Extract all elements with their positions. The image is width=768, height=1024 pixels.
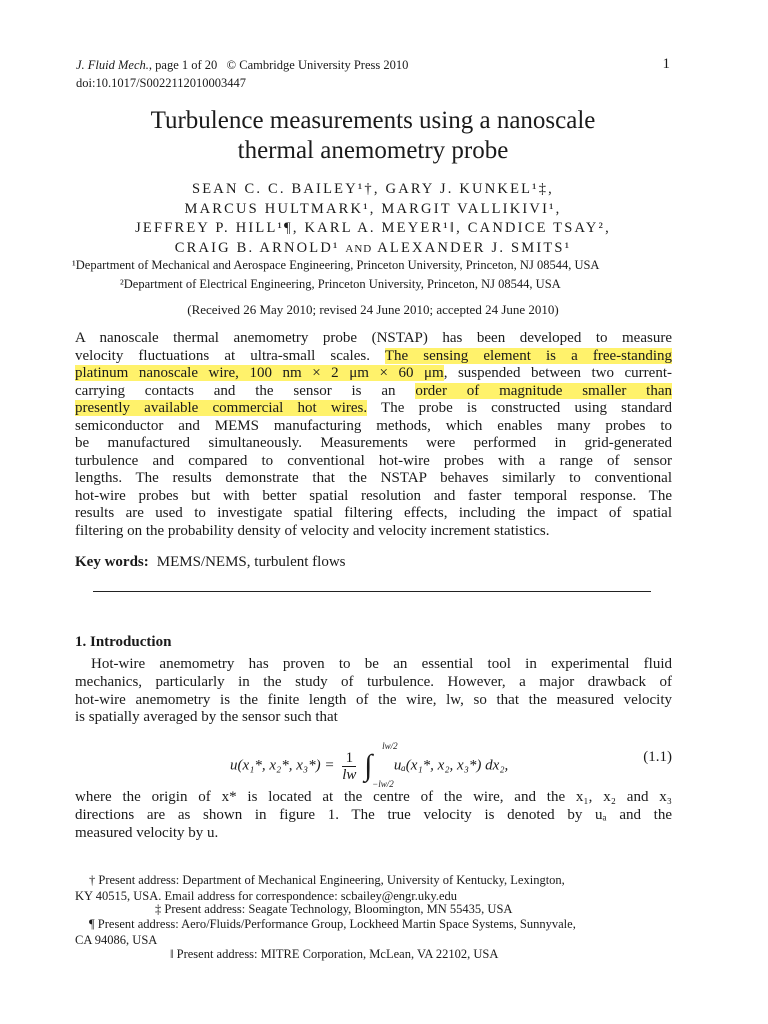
footnote-line: ¶ Present address: Aero/Fluids/Performance Group, Lockheed Martin Space Systems, Sunnyvale, (89, 917, 576, 931)
abstract-line (75, 383, 672, 401)
keywords-label: Key words: (75, 554, 149, 570)
footnote-line: KY 40515, USA. Email address for correspondence: scbailey@engr.uky.edu (75, 888, 458, 903)
author-list (60, 180, 686, 259)
paragraph-line: where the origin of x* is located at the centre of the wire, and the x₁, x₂ and x₃ (75, 789, 672, 805)
paragraph-line: directions are as shown in figure 1. The true velocity is denoted by uₐ and the (75, 806, 672, 823)
journal-name: J. Fluid Mech. (76, 58, 149, 72)
highlighted-text: platinum nanoscale wire, 100 nm × 2 μm × 60 μm (75, 365, 444, 381)
keywords (75, 554, 346, 571)
author-line: JEFFREY P. HILL¹¶, KARL A. MEYER¹‖, CANDICE TSAY², (135, 220, 611, 236)
journal-header (76, 56, 408, 92)
abstract-text: carrying contacts and the sensor is an (75, 382, 396, 399)
section-divider (93, 591, 651, 592)
footnote-line: † Present address: Department of Mechanical Engineering, University of Kentucky, Lexington, (89, 873, 565, 887)
abstract (75, 330, 672, 540)
equation-integrand: uₐ(x₁*, x₂, x₃*) dx₂, (393, 757, 509, 774)
paragraph-line: mechanics, particularly in the study of turbulence. However, a major drawback of (75, 673, 672, 690)
abstract-text: , suspended between two current- (443, 365, 672, 381)
abstract-line: semiconductor and MEMS manufacturing methods, which enables many probes to (75, 417, 672, 434)
affiliation-2: ²Department of Electrical Engineering, Princeton University, Princeton, NJ 08544, USA (120, 277, 561, 291)
footnote-3 (75, 917, 672, 948)
abstract-line (75, 400, 672, 418)
equation-1-1 (230, 735, 672, 789)
title-line: Turbulence measurements using a nanoscale (150, 107, 596, 134)
author-line: MARCUS HULTMARK¹, MARGIT VALLIKIVI¹, (184, 200, 562, 217)
intro-paragraph-2 (75, 789, 672, 842)
equation-fraction (342, 750, 356, 783)
integral-sign: ∫ lw/2 −lw/2 (364, 741, 398, 789)
page-number: 1 (662, 56, 670, 72)
received-dates: (Received 26 May 2010; revised 24 June 2010; accepted 24 June 2010) (187, 302, 559, 317)
doi: doi:10.1017/S0022112010003447 (76, 76, 247, 90)
abstract-line: hot-wire probes but with better spatial resolution and faster temporal response. The (75, 487, 672, 504)
fraction-denominator: lw (342, 766, 357, 783)
paragraph-line: Hot-wire anemometry has proven to be an essential tool in experimental fluid (91, 656, 672, 672)
footnote-2: ‡ Present address: Seagate Technology, Bloomington, MN 55435, USA (155, 902, 513, 916)
copyright: © Cambridge University Press 2010 (226, 58, 409, 72)
integral-lower-limit: −lw/2 (372, 779, 394, 789)
highlighted-text: order of magnitude smaller than (415, 382, 673, 399)
footnote-4: ‖ Present address: MITRE Corporation, McLean, VA 22102, USA (170, 947, 499, 961)
abstract-text: The probe is constructed using standard (367, 400, 672, 416)
page-info: , page 1 of 20 (148, 58, 218, 72)
highlighted-text: The sensing element is a free-standing (384, 347, 673, 364)
paragraph-line: hot-wire anemometry is the finite length of the wire, lw, so that the measured velocity (75, 691, 672, 708)
abstract-line: results are used to investigate spatial filtering effects, including the impact of spatial (75, 505, 672, 521)
author-conjunction: AND (345, 242, 373, 255)
abstract-line: be manufactured simultaneously. Measurements were performed in grid-generated (75, 435, 672, 451)
paragraph-line: is spatially averaged by the sensor such that (75, 709, 338, 726)
equation-lhs: u(x₁*, x₂*, x₃*) = (230, 757, 339, 774)
equation-number: (1.1) (643, 749, 672, 765)
title-line: thermal anemometry probe (237, 137, 509, 164)
abstract-line: turbulence and compared to conventional hot-wire probes with a range of sensor (75, 452, 672, 469)
affiliation-1: ¹Department of Mechanical and Aerospace Engineering, Princeton University, Princeton, NJ 08544, USA (72, 258, 600, 272)
intro-paragraph (75, 656, 672, 727)
integral-upper-limit: lw/2 (382, 741, 398, 751)
abstract-line (75, 365, 672, 383)
abstract-line: lengths. The results demonstrate that the NSTAP behaves similarly to conventional (75, 470, 672, 486)
abstract-text: velocity fluctuations at ultra-small scales. (75, 347, 370, 364)
paragraph-line: measured velocity by u. (75, 824, 219, 841)
author-name: ALEXANDER J. SMITS¹ (377, 239, 572, 256)
section-heading: 1. Introduction (75, 634, 172, 650)
footnote-line: CA 94086, USA (75, 932, 158, 947)
equation-body (230, 741, 509, 789)
fraction-numerator: 1 (342, 750, 356, 767)
abstract-line (75, 348, 672, 366)
abstract-line: filtering on the probability density of velocity and velocity increment statistics. (75, 522, 550, 539)
abstract-line: A nanoscale thermal anemometry probe (NSTAP) has been developed to measure (75, 330, 672, 346)
author-line: SEAN C. C. BAILEY¹†, GARY J. KUNKEL¹‡, (191, 181, 555, 197)
highlighted-text: presently available commercial hot wires. (75, 400, 368, 416)
footnote-1 (75, 873, 672, 904)
paper-title (60, 106, 686, 166)
author-name: CRAIG B. ARNOLD¹ (174, 239, 340, 256)
keywords-value: MEMS/NEMS, turbulent flows (156, 554, 346, 570)
